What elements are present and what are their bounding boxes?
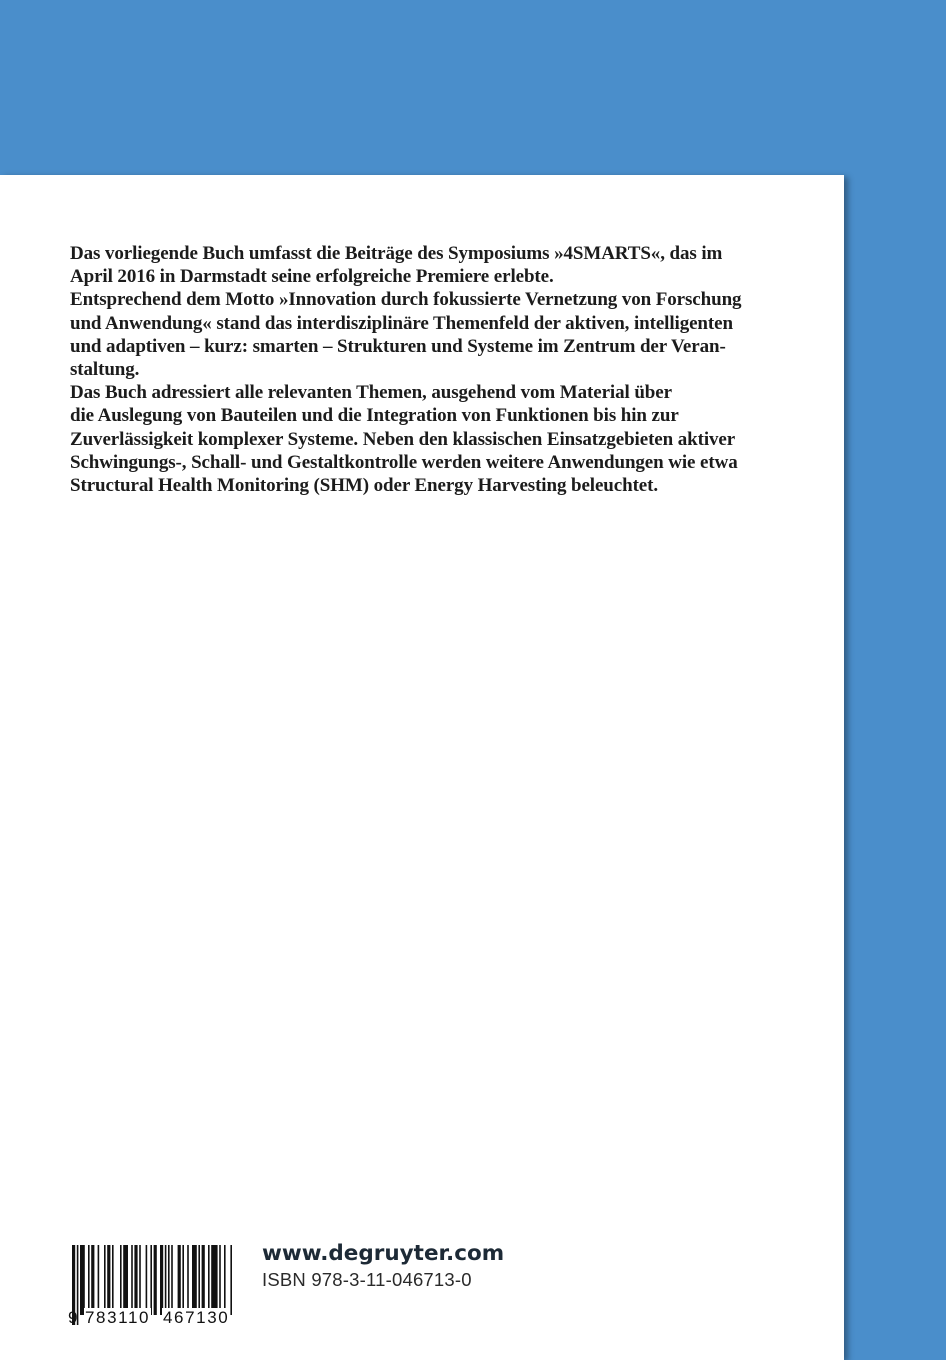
description-line: Structural Health Monitoring (SHM) oder Energy Harvesting beleuchtet. <box>70 475 659 497</box>
description-line: Schwingungs-, Schall- und Gestaltkontrolle werden weitere Anwendungen wie etwa <box>70 451 738 473</box>
barcode-digits <box>68 1302 234 1328</box>
description-line: Das Buch adressiert alle relevanten Themen, ausgehend vom Material über <box>70 382 672 404</box>
barcode-right-group: 467130 <box>163 1308 230 1327</box>
description-line: und Anwendung« stand das interdisziplinäre Themenfeld der aktiven, intelligenten <box>70 312 733 334</box>
publisher-info <box>262 1240 504 1292</box>
isbn-number: ISBN 978-3-11-046713-0 <box>262 1269 472 1290</box>
book-description <box>70 242 780 497</box>
description-line: die Auslegung von Bauteilen und die Integration von Funktionen bis hin zur <box>70 405 679 427</box>
description-line: staltung. <box>70 359 140 381</box>
description-line: und adaptiven – kurz: smarten – Strukturen und Systeme im Zentrum der Veran- <box>70 335 726 357</box>
publisher-url[interactable]: www.degruyter.com <box>262 1241 505 1266</box>
barcode-left-group: 783110 <box>85 1308 151 1327</box>
description-line: Entsprechend dem Motto »Innovation durch fokussierte Vernetzung von Forschung <box>70 289 742 311</box>
barcode-first-digit: 9 <box>68 1308 80 1327</box>
description-line: Zuverlässigkeit komplexer Systeme. Neben den klassischen Einsatzgebieten aktiver <box>70 428 736 450</box>
description-line: April 2016 in Darmstadt seine erfolgreiche Premiere erlebte. <box>70 266 554 288</box>
description-line: Das vorliegende Buch umfasst die Beiträge des Symposiums »4SMARTS«, das im <box>70 243 723 264</box>
